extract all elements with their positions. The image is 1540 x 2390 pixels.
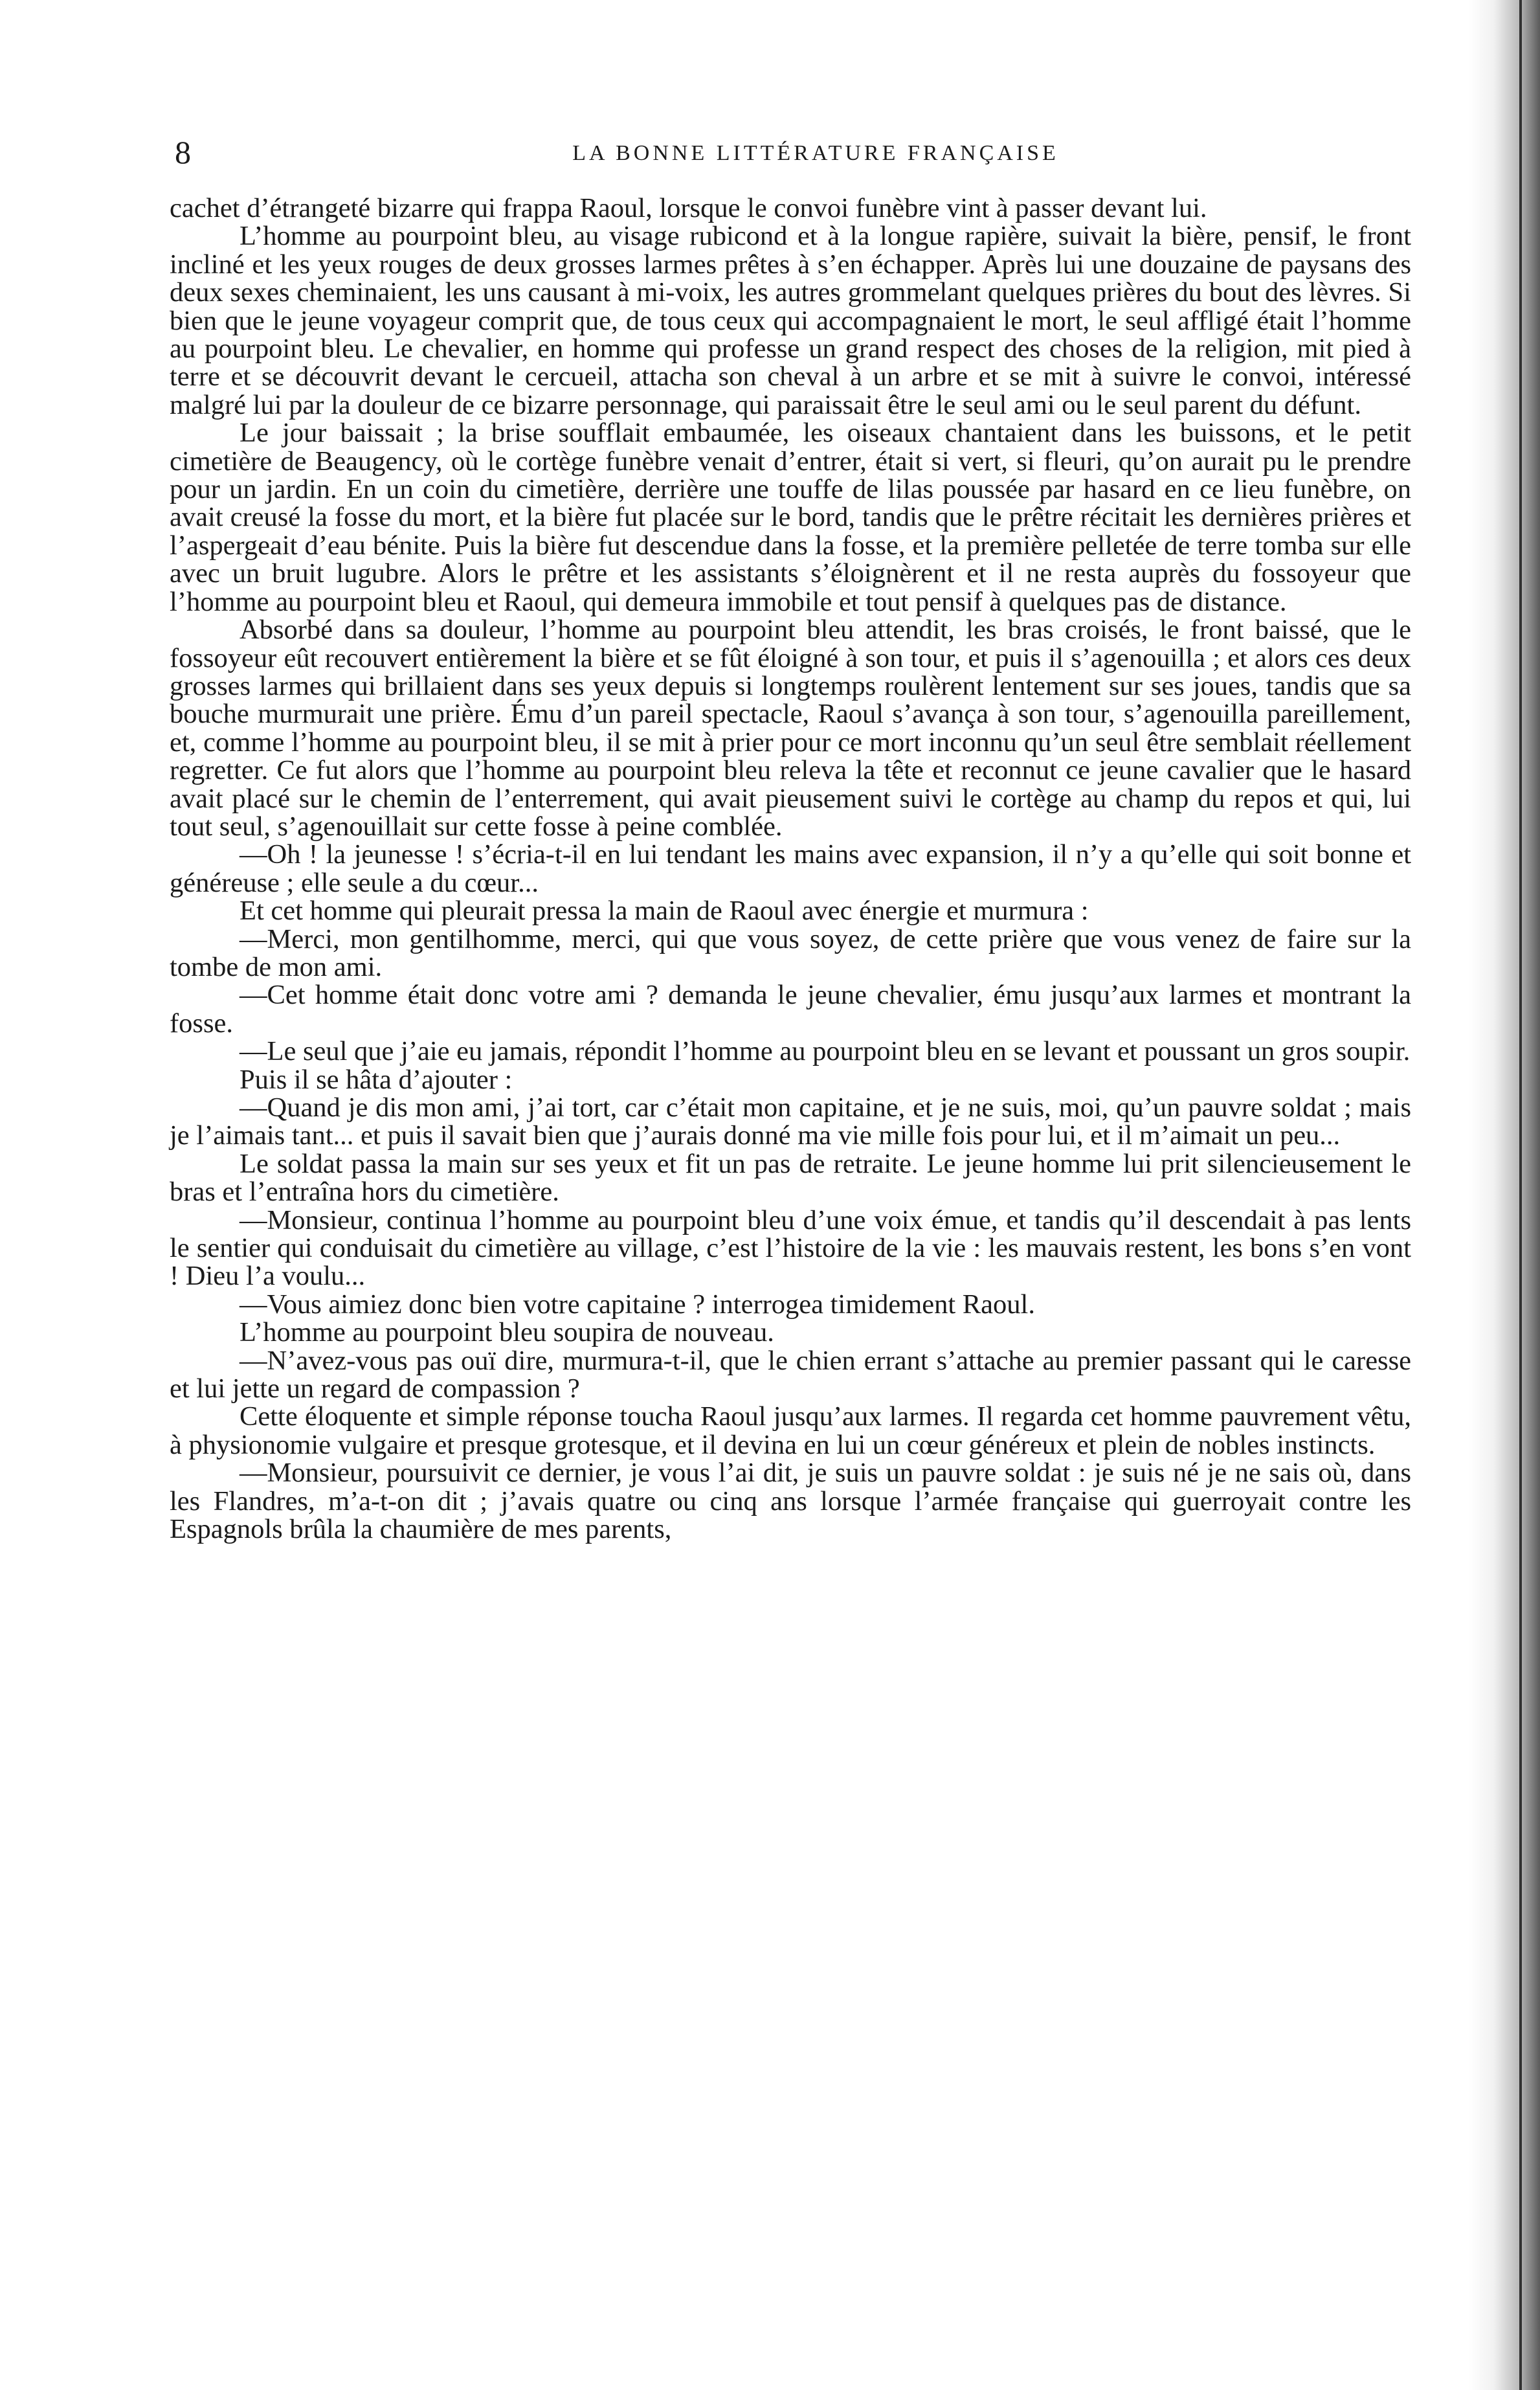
paragraph: —Merci, mon gentilhomme, merci, qui que vous soyez, de cette prière que vous venez de faire sur la tombe de mon ami. — [170, 923, 1411, 982]
paragraph: —N’avez-vous pas ouï dire, murmura-t-il, que le chien errant s’attache au premier passant qui le caresse et lui jette un regard de compassion ? — [170, 1345, 1411, 1404]
page-edge-line — [1519, 0, 1522, 2390]
paragraph: Puis il se hâta d’ajouter : — [240, 1064, 513, 1095]
paragraph: Le jour baissait ; la brise soufflait embaumée, les oiseaux chantaient dans les buissons, et le petit cimetière de Beaugency, où le cortège funèbre venait d’entrer, était si vert, si fleuri, qu’on aurait pu le prendre pour un jardin. En un coin du cimetière, derrière une touffe de lilas poussée par hasard en ce lieu funèbre, on avait creusé la fosse du mort, et la bière fut placée sur le bord, tandis que le prêtre récitait les dernières prières et l’aspergeait d’eau bénite. Puis la bière fut descendue dans la fosse, et la première pelletée de terre tomba sur elle avec un bruit lugubre. Alors le prêtre et les assistants s’éloignèrent et il ne resta auprès du fossoyeur que l’homme au pourpoint bleu et Raoul, qui demeura immobile et tout pensif à quelques pas de distance. — [170, 418, 1411, 617]
paragraph: L’homme au pourpoint bleu, au visage rubicond et à la longue rapière, suivait la bière, pensif, le front incliné et les yeux rouges de deux grosses larmes prêtes à s’en échapper. Après lui une douzaine de paysans des deux sexes cheminaient, les uns causant à mi-voix, les autres grommelant quelques prières du bout des lèvres. Si bien que le jeune voyageur comprit que, de tous ceux qui accompagnaient le mort, le seul affligé était l’homme au pourpoint bleu. Le chevalier, en homme qui professe un grand respect des choses de la religion, mit pied à terre et se découvrit devant le cercueil, attacha son cheval à un arbre et se mit à suivre le convoi, intéressé malgré lui par la douleur de ce bizarre personnage, qui paraissait être le seul ami ou le seul parent du défunt. — [170, 221, 1411, 420]
paragraph: cachet d’étrangeté bizarre qui frappa Raoul, lorsque le convoi funèbre vint à passer devant lui. — [170, 193, 1207, 223]
paragraph: —Cet homme était donc votre ami ? demanda le jeune chevalier, ému jusqu’aux larmes et montrant la fosse. — [170, 980, 1411, 1039]
paragraph: —Vous aimiez donc bien votre capitaine ? interrogea timidement Raoul. — [240, 1289, 1035, 1320]
paragraph: Le soldat passa la main sur ses yeux et fit un pas de retraite. Le jeune homme lui prit silencieusement le bras et l’entraîna hors du cimetière. — [170, 1148, 1411, 1208]
paragraph: Et cet homme qui pleurait pressa la main de Raoul avec énergie et murmura : — [240, 896, 1089, 927]
paragraph: —Quand je dis mon ami, j’ai tort, car c’était mon capitaine, et je ne suis, moi, qu’un pauvre soldat ; mais je l’aimais tant... et puis il savait bien que j’aurais donné ma vie mille fois pour lui, et il m’aimait un peu... — [170, 1092, 1411, 1151]
running-title: LA BONNE LITTÉRATURE FRANÇAISE — [572, 141, 1059, 165]
page-number: 8 — [175, 134, 191, 170]
paragraph: —Le seul que j’aie eu jamais, répondit l’homme au pourpoint bleu en se levant et poussant un gros soupir. — [240, 1036, 1411, 1067]
paragraph: —Monsieur, poursuivit ce dernier, je vous l’ai dit, je suis un pauvre soldat : je suis né je ne sais où, dans les Flandres, m’a-t-on dit ; j’avais quatre ou cinq ans lorsque l’armée française qui guerroyait contre les Espagnols brûla la chaumière de mes parents, — [170, 1458, 1411, 1545]
paragraph: —Monsieur, continua l’homme au pourpoint bleu d’une voix émue, et tandis qu’il descendait à pas lents le sentier qui conduisait du cimetière au village, c’est l’histoire de la vie : les mauvais restent, les bons s’en vont ! Dieu l’a voulu... — [170, 1204, 1411, 1292]
body-text — [170, 194, 1411, 1544]
paragraph: Cette éloquente et simple réponse toucha Raoul jusqu’aux larmes. Il regarda cet homme pauvrement vêtu, à physionomie vulgaire et presque grotesque, et il devina en lui un cœur généreux et plein de nobles instincts. — [170, 1401, 1411, 1460]
paragraph: Absorbé dans sa douleur, l’homme au pourpoint bleu attendit, les bras croisés, le front baissé, que le fossoyeur eût recouvert entièrement la bière et se fût éloigné à son tour, et puis il s’agenouilla ; et alors ces deux grosses larmes qui brillaient dans ses yeux depuis si longtemps roulèrent lentement sur ses joues, tandis que sa bouche murmurait une prière. Ému d’un pareil spectacle, Raoul s’avança à son tour, s’agenouilla pareillement, et, comme l’homme au pourpoint bleu, il se mit à prier pour ce mort inconnu qu’un seul être semblait réellement regretter. Ce fut alors que l’homme au pourpoint bleu releva la tête et reconnut ce jeune cavalier que le hasard avait placé sur le chemin de l’enterrement, qui avait pieusement suivi le cortège au champ du repos et qui, lui tout seul, s’agenouillait sur cette fosse à peine comblée. — [170, 614, 1411, 842]
paragraph: —Oh ! la jeunesse ! s’écria-t-il en lui tendant les mains avec expansion, il n’y a qu’elle qui soit bonne et généreuse ; elle seule a du cœur... — [170, 839, 1411, 898]
page-edge-shadow — [1469, 0, 1540, 2390]
page-header — [175, 133, 1418, 172]
paragraph: L’homme au pourpoint bleu soupira de nouveau. — [240, 1317, 774, 1348]
